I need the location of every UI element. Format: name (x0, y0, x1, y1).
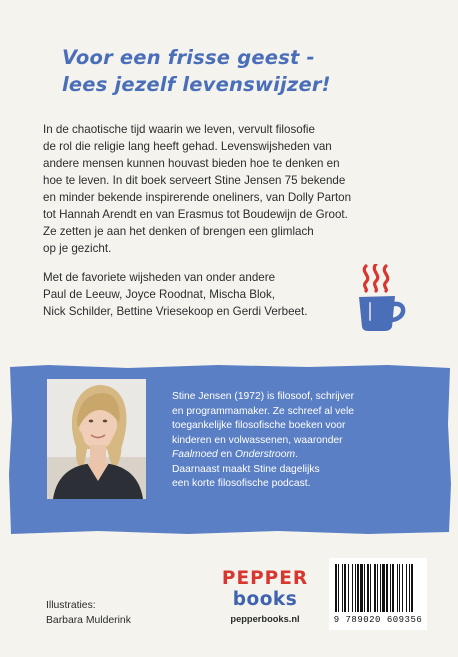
headline (62, 44, 422, 98)
favorites-line: Nick Schilder, Bettine Vriesekoop en Gerdi Verbeet. (43, 305, 308, 318)
coffee-mug-icon (356, 264, 408, 332)
bio-book-titles (172, 448, 432, 463)
description-line: In de chaotische tijd waarin we leven, vervult filosofie (43, 123, 315, 136)
barcode-bar (402, 564, 403, 612)
illustrator-name: Barbara Mulderink (46, 615, 131, 626)
barcode-bar (399, 564, 400, 612)
barcode-bar (360, 564, 363, 612)
barcode-bar (370, 564, 371, 612)
barcode-bar (367, 564, 369, 612)
barcode-bar (344, 564, 346, 612)
barcode-bar (390, 564, 391, 612)
publisher-name-top: PEPPER (221, 568, 309, 589)
barcode-bar (392, 564, 394, 612)
description-line: Ze zetten je aan het denken of brengen een glimlach (43, 225, 314, 238)
barcode-bar (352, 564, 353, 612)
barcode-bar (397, 564, 398, 612)
barcode-bar (382, 564, 385, 612)
barcode-bar (355, 564, 356, 612)
illustration-label: Illustraties: (46, 600, 96, 611)
bio-connector: en (217, 449, 235, 460)
bio-line: Daarnaast maakt Stine dagelijks (172, 463, 320, 475)
description-line: tot Hannah Arendt en van Erasmus tot Boudewijn de Groot. (43, 208, 348, 221)
barcode-bar (338, 564, 339, 612)
description-line: de rol die religie lang heeft gehad. Levenswijsheden van (43, 140, 332, 153)
barcode-bar (342, 564, 343, 612)
barcode-bar (364, 564, 365, 612)
favorites-line: Paul de Leeuw, Joyce Roodnat, Mischa Blok, (43, 288, 276, 301)
barcode-bar (406, 564, 407, 612)
bio-period: . (295, 449, 298, 460)
headline-line-1: Voor een frisse geest - (62, 46, 315, 69)
book-title-onderstroom: Onderstroom (234, 449, 296, 460)
headline-line-2: lees jezelf levenswijzer! (62, 73, 331, 96)
bio-line: Stine Jensen (1972) is filosoof, schrijver (172, 391, 354, 402)
publisher-url: pepperbooks.nl (230, 614, 300, 624)
author-photo (47, 379, 146, 499)
publisher-logo (216, 569, 314, 624)
bio-line: en programmamaker. Ze schreef al vele (172, 405, 354, 417)
description-line: andere mensen kunnen houvast bieden hoe te denken en (43, 157, 340, 170)
illustration-credits (46, 598, 131, 628)
barcode-bar (377, 564, 378, 612)
publisher-name-bottom: books (232, 589, 298, 610)
barcode-bar (386, 564, 388, 612)
book-title-faalmoed: Faalmoed (172, 449, 218, 460)
description-line: hoe te leven. In dit boek serveert Stine Jensen 75 bekende (43, 174, 346, 187)
paragraph-gap (43, 257, 373, 269)
isbn-barcode (329, 558, 427, 630)
isbn-number: 9 789020 609356 (333, 615, 423, 625)
description-line: op je gezicht. (43, 242, 112, 255)
bio-line: een korte filosofische podcast. (172, 478, 311, 489)
barcode-bar (409, 564, 410, 612)
author-bio (172, 390, 432, 492)
barcode-bars (329, 558, 427, 614)
bio-line: kinderen en volwassenen, waaronder (172, 434, 343, 446)
description-line: en minder bekende inspirerende oneliners, van Dolly Parton (43, 191, 352, 204)
barcode-bar (374, 564, 376, 612)
barcode-bar (348, 564, 349, 612)
bio-line: toegankelijke filosofische boeken voor (172, 420, 346, 431)
description (43, 121, 373, 320)
favorites-line: Met de favoriete wijsheden van onder andere (43, 271, 276, 284)
barcode-bar (411, 564, 413, 612)
barcode-bar (357, 564, 359, 612)
barcode-bar (380, 564, 381, 612)
barcode-bar (335, 564, 337, 612)
